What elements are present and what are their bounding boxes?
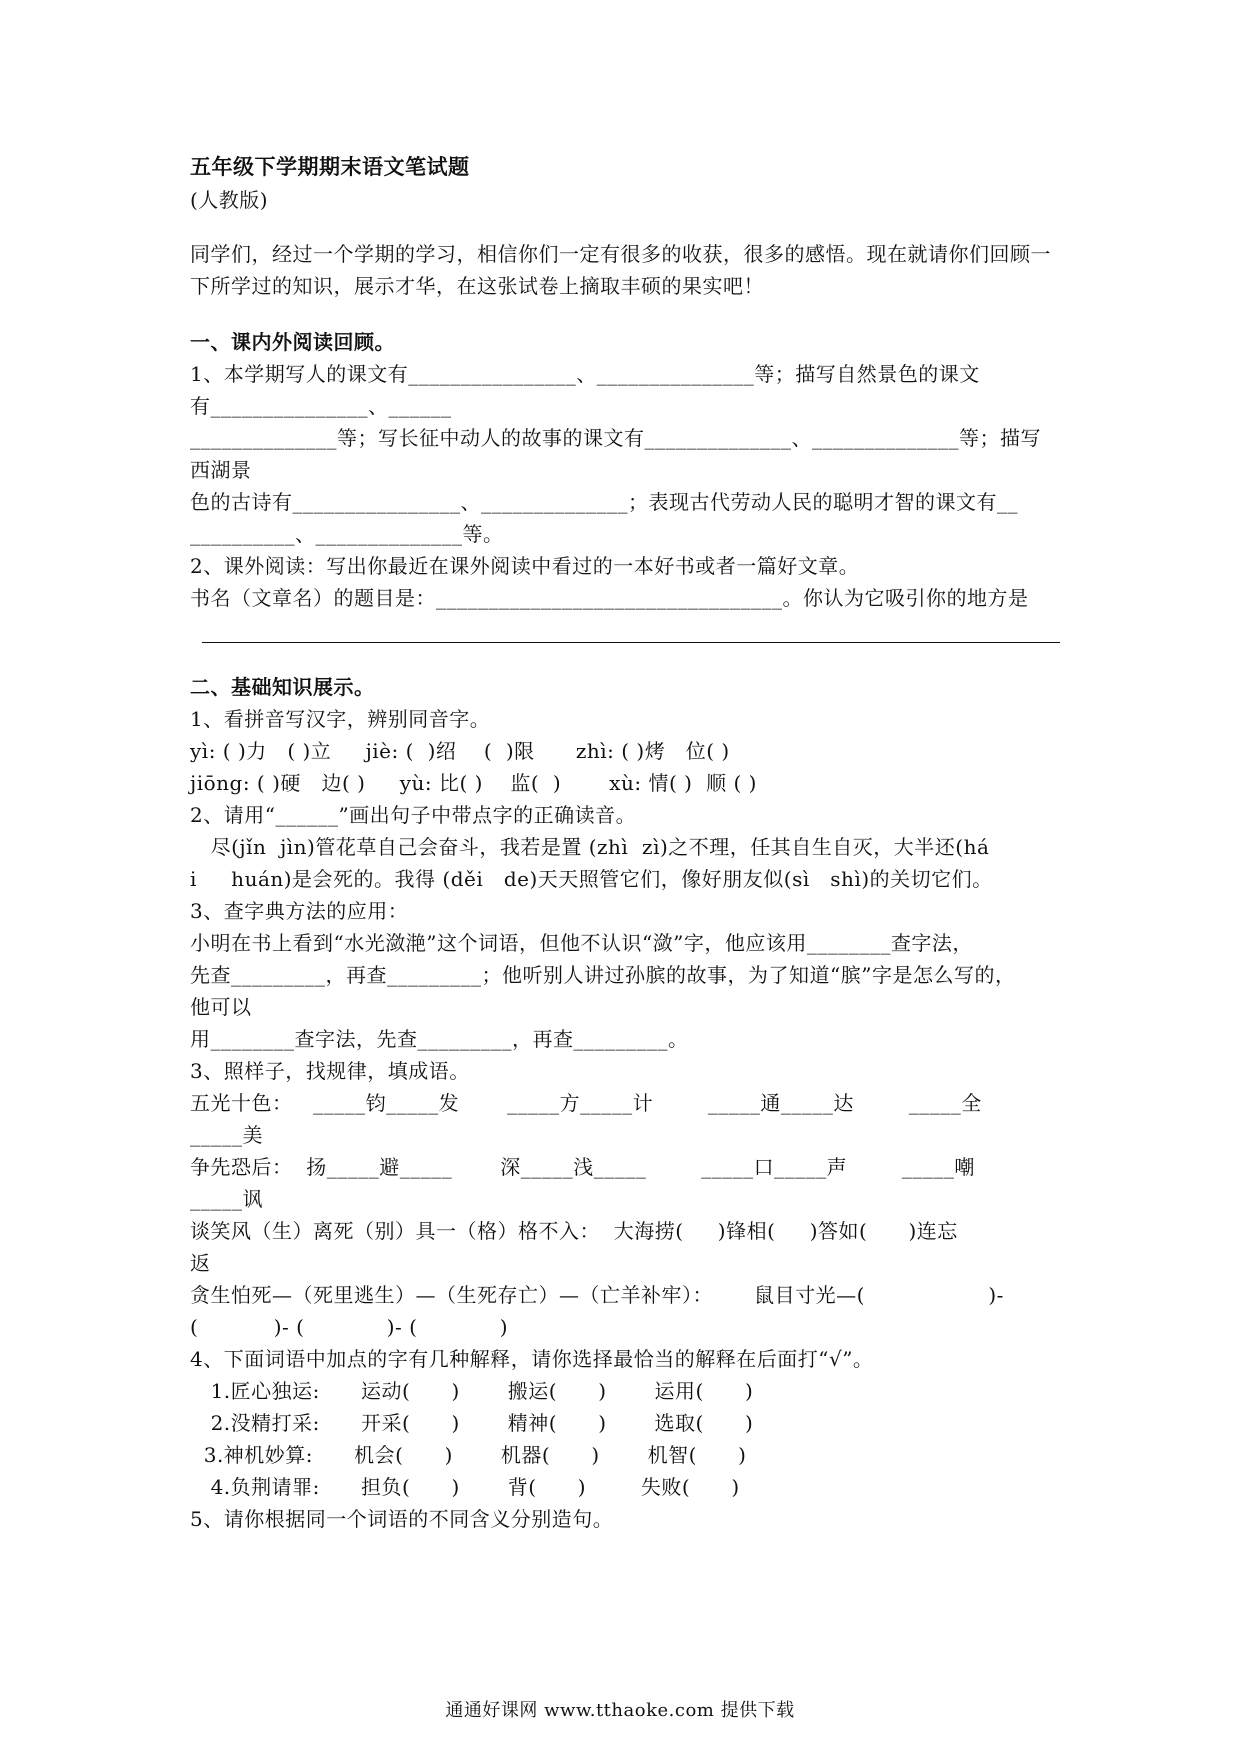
section-1-line: ______________等；写长征中动人的故事的课文有______________、______________等；描写	[190, 426, 1041, 450]
section-1-body	[190, 358, 1060, 643]
section-2-line: 3、照样子，找规律，填成语。	[190, 1059, 470, 1083]
section-2-line: 用________查字法，先查_________，再查_________。	[190, 1027, 689, 1051]
section-2-line: 先查_________，再查_________；他听别人讲过孙膑的故事，为了知道“膑”字是怎么写的，	[190, 963, 1016, 987]
section-2-line: ( )- ( )- ( )	[190, 1315, 509, 1339]
exam-content	[190, 150, 1060, 1535]
section-1-line: 色的古诗有________________、______________；表现古代劳动人民的聪明才智的课文有__	[190, 490, 1018, 514]
exam-subtitle: (人教版)	[190, 188, 269, 212]
section-1-line: __________、______________等。	[190, 522, 504, 546]
section-2-line: 3、查字典方法的应用：	[190, 899, 409, 923]
section-2-line: 5、请你根据同一个词语的不同含义分别造句。	[190, 1507, 614, 1531]
section-2-line: 尽(jǐn jìn)管花草自己会奋斗，我若是置 (zhì zì)之不理，任其自生自灭，大半还(há	[190, 835, 990, 859]
page-footer: 通通好课网 www.tthaoke.com 提供下载	[445, 1700, 795, 1721]
section-2-line: 争先恐后： 扬_____避_____ 深_____浅_____ _____口_____声 _____嘲	[190, 1155, 975, 1179]
section-2-body	[190, 703, 1060, 1535]
section-2-line: 4、下面词语中加点的字有几种解释，请你选择最恰当的解释在后面打“√”。	[190, 1347, 874, 1371]
intro-paragraph: 同学们，经过一个学期的学习，相信你们一定有很多的收获，很多的感悟。现在就请你们回顾一下所学过的知识，展示才华，在这张试卷上摘取丰硕的果实吧！	[190, 242, 1051, 298]
section-2-line: 2.没精打采: 开采( ) 精神( ) 选取( )	[190, 1411, 754, 1435]
section-2-line: 4.负荆请罪: 担负( ) 背( ) 失败( )	[190, 1475, 740, 1499]
section-1-line: 1、本学期写人的课文有________________、_______________等；描写自然景色的课文	[190, 362, 980, 386]
section-2-line: 2、请用“______”画出句子中带点字的正确读音。	[190, 803, 637, 827]
section-2-line: 贪生怕死—（死里逃生）—（生死存亡）—（亡羊补牢）： 鼠目寸光—( )-	[190, 1283, 1004, 1307]
section-2-heading: 二、基础知识展示。	[190, 675, 375, 699]
section-2-line: 谈笑风（生）离死（别）具一（格）格不入： 大海捞( )锋相( )答如( )连忘	[190, 1219, 958, 1243]
section-2-line: jiōng: ( )硬 边( ) yù: 比( ) 监( ) xù: 情( ) 顺 ( )	[190, 771, 757, 795]
section-2-line: 他可以	[190, 995, 252, 1019]
section-2-line: 五光十色： _____钧_____发 _____方_____计 _____通_____达 _____全	[190, 1091, 982, 1115]
section-2-line: yì: ( )力 ( )立 jiè: ( )绍 ( )限 zhì: ( )烤 位( )	[190, 739, 730, 763]
section-1-line: 书名（文章名）的题目是：_________________________________。你认为它吸引你的地方是	[190, 586, 1029, 610]
section-2-line: 1、看拼音写汉字，辨别同音字。	[190, 707, 491, 731]
section-1-line: 西湖景	[190, 458, 252, 482]
section-2-line: _____讽	[190, 1187, 263, 1211]
section-2-line: 小明在书上看到“水光潋滟”这个词语，但他不认识“潋”字，他应该用________查字法，	[190, 931, 973, 955]
section-1-heading: 一、课内外阅读回顾。	[190, 330, 395, 354]
section-2-line: 返	[190, 1251, 211, 1275]
section-1-line: 有_______________、______	[190, 394, 452, 418]
section-2-line: 3.神机妙算: 机会( ) 机器( ) 机智( )	[190, 1443, 747, 1467]
exam-title: 五年级下学期期末语文笔试题	[190, 154, 470, 179]
section-2-line: i huán)是会死的。我得 (děi de)天天照管它们，像好朋友似(sì shì)的关切它们。	[190, 867, 993, 891]
section-2-line: 1.匠心独运: 运动( ) 搬运( ) 运用( )	[190, 1379, 754, 1403]
answer-blank-line[interactable]	[202, 620, 1060, 643]
section-1-line: 2、课外阅读：写出你最近在课外阅读中看过的一本好书或者一篇好文章。	[190, 554, 860, 578]
section-2-line: _____美	[190, 1123, 263, 1147]
